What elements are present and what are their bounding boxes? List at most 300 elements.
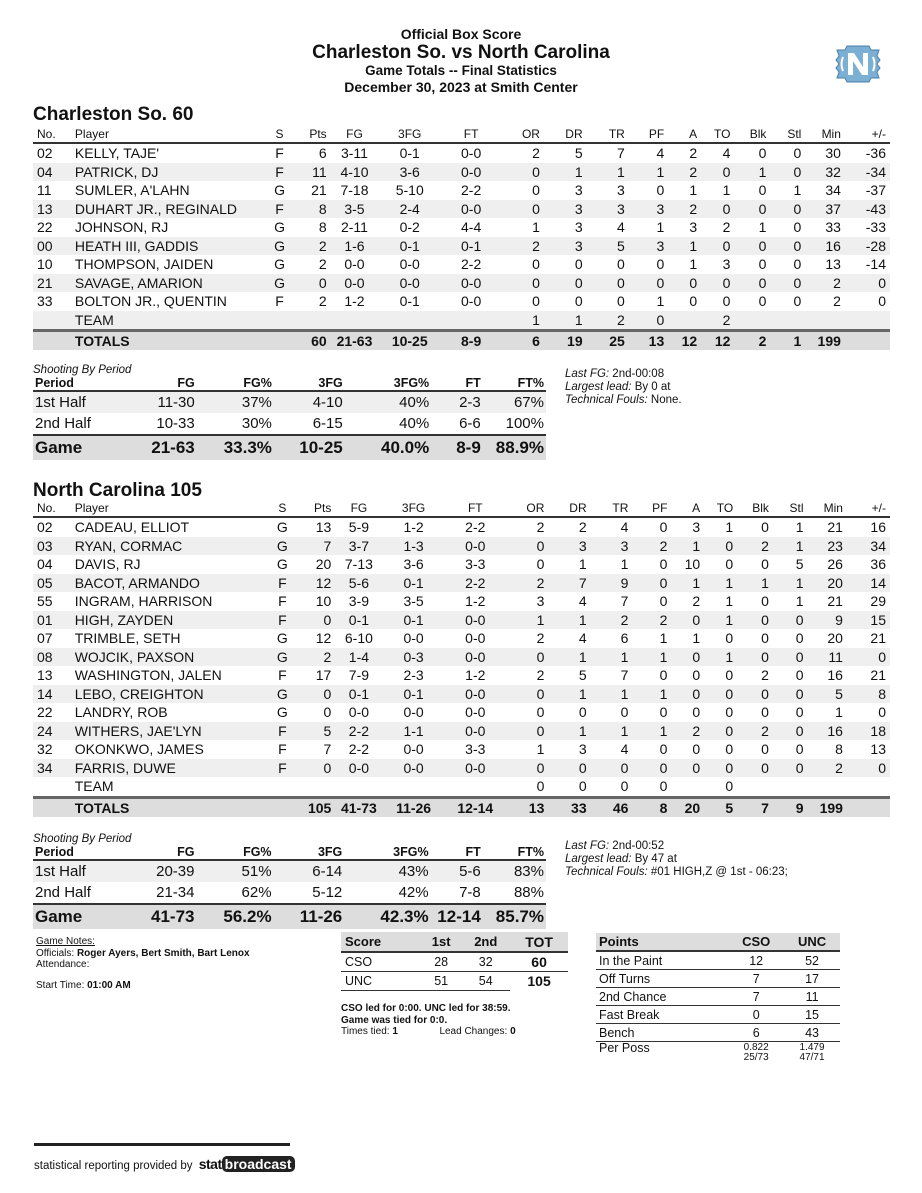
points: 13 (315, 519, 332, 536)
field-goals: 0-1 (335, 611, 382, 630)
assists: 1 (671, 537, 704, 556)
per-poss-unc-value: 1.479 (799, 1042, 825, 1053)
steals: 0 (793, 293, 802, 310)
plus-minus: 16 (870, 519, 886, 536)
turnovers: 0 (725, 704, 734, 721)
field-goals: 7-9 (348, 667, 370, 684)
free-throws: 4-4 (461, 219, 482, 236)
per-poss-value (784, 1042, 840, 1065)
total-rebounds: 4 (620, 519, 629, 536)
personal-fouls: 3 (629, 200, 668, 219)
player-row (33, 517, 890, 537)
points-category: Fast Break (596, 1006, 728, 1024)
free-throws: 0-0 (441, 200, 501, 219)
jersey-number: 01 (33, 611, 71, 630)
last-fg-label: Last FG: (565, 368, 610, 380)
total-score: 105 (527, 973, 551, 990)
turnovers: 1 (722, 182, 731, 199)
defensive-rebounds: 5 (574, 145, 583, 162)
shooting-value: 88.9% (483, 435, 546, 460)
steals: 0 (770, 200, 805, 219)
per-poss-unc-ratio: 47/71 (799, 1052, 825, 1063)
shooting-value: 10-25 (274, 435, 345, 460)
total-value: 25 (587, 331, 629, 351)
blocks: 0 (737, 611, 773, 630)
personal-fouls: 0 (659, 556, 668, 573)
steals: 0 (773, 759, 808, 778)
points-breakdown-table (596, 933, 840, 1064)
shooting-value: 2-3 (431, 391, 483, 413)
per-poss-row (596, 1042, 840, 1065)
jersey-number: 13 (37, 667, 53, 684)
steals: 1 (795, 519, 804, 536)
offensive-rebounds: 2 (536, 519, 545, 536)
report-type: Official Box Score (400, 26, 522, 42)
minutes: 11 (808, 648, 847, 667)
position (267, 777, 297, 797)
offensive-rebounds: 0 (501, 163, 544, 182)
defensive-rebounds: 3 (574, 182, 583, 199)
player-row (33, 574, 890, 593)
column-header: Min (805, 126, 845, 143)
per-poss-value (728, 1042, 784, 1065)
position: F (275, 145, 284, 162)
column-header: FT (441, 126, 501, 143)
points-value: 12 (728, 951, 784, 970)
column-header: FT (445, 500, 506, 517)
minutes: 1 (835, 704, 843, 721)
three-pointers: 0-1 (382, 685, 444, 704)
player-row (33, 703, 890, 722)
column-header: No. (33, 126, 71, 143)
total-value: 9 (773, 797, 808, 817)
personal-fouls: 1 (656, 293, 665, 310)
three-pointers: 0-1 (382, 611, 444, 630)
plus-minus: 21 (870, 667, 886, 684)
total-value (265, 331, 295, 351)
box-score-table-unc (33, 500, 890, 817)
shooting-value: 100% (505, 415, 544, 432)
shooting-header: FT (431, 845, 483, 860)
score-header: 2nd (461, 932, 510, 952)
lead-changes-label: Lead Changes: (439, 1026, 511, 1037)
shooting-value: 51% (197, 860, 274, 882)
shooting-value: 42.3% (344, 904, 430, 929)
column-header: Pts (297, 500, 335, 517)
column-header: No. (33, 500, 71, 517)
lead-info (341, 1003, 516, 1038)
times-tied-label: Times tied: (341, 1026, 393, 1037)
points-header: Points (596, 933, 728, 951)
position (265, 311, 295, 331)
assists: 0 (692, 704, 701, 721)
position: G (265, 237, 295, 256)
points: 10 (315, 593, 332, 610)
shooting-header: 3FG (274, 845, 345, 860)
total-rebounds: 9 (591, 574, 633, 593)
position: G (267, 685, 297, 704)
personal-fouls: 2 (632, 537, 671, 556)
minutes: 5 (808, 685, 847, 704)
points: 17 (315, 667, 332, 684)
position: G (267, 537, 297, 556)
assists (671, 777, 704, 797)
total-rebounds: 1 (591, 648, 633, 667)
player-row (33, 292, 890, 311)
free-throws: 0-0 (465, 630, 486, 647)
total-value: 60 (295, 331, 331, 351)
three-pointers: 0-1 (399, 145, 420, 162)
jersey-number: 08 (33, 648, 71, 667)
points: 2 (295, 237, 331, 256)
turnovers: 0 (701, 163, 734, 182)
shooting-value: 6-14 (274, 860, 345, 882)
shooting-header: FT% (483, 845, 546, 860)
turnovers: 0 (704, 722, 737, 741)
position: G (267, 648, 297, 667)
personal-fouls: 0 (659, 667, 668, 684)
totals-row (33, 331, 890, 351)
period-score: 32 (461, 952, 510, 972)
free-throws: 0-0 (445, 722, 506, 741)
points (295, 311, 331, 331)
assists: 2 (668, 200, 701, 219)
assists (668, 311, 701, 331)
statbroadcast-logo (199, 1156, 295, 1172)
team-notes-unc (565, 840, 788, 879)
offensive-rebounds: 2 (506, 574, 549, 593)
three-pointers: 0-0 (403, 704, 424, 721)
total-value: 5 (704, 797, 737, 817)
last-fg-value: 2nd-00:08 (609, 368, 665, 380)
position: F (267, 759, 297, 778)
blocks: 1 (734, 163, 770, 182)
per-poss-cso-value: 0.822 (743, 1042, 769, 1053)
field-goals: 0-0 (335, 759, 382, 778)
offensive-rebounds: 0 (506, 722, 549, 741)
three-pointers: 1-1 (382, 722, 444, 741)
free-throws: 2-2 (445, 574, 506, 593)
column-header: TR (587, 126, 629, 143)
shooting-value: 43% (344, 860, 430, 882)
three-pointers: 0-2 (399, 219, 420, 236)
field-goals: 2-11 (340, 219, 368, 236)
defensive-rebounds: 0 (574, 293, 583, 310)
points: 8 (318, 219, 327, 236)
three-pointers: 0-1 (378, 237, 441, 256)
steals: 0 (793, 256, 802, 273)
score-row-cso (341, 952, 568, 972)
position: F (275, 293, 284, 310)
game-notes-title: Game Notes: (36, 936, 95, 947)
points: 5 (297, 722, 335, 741)
points: 2 (297, 648, 335, 667)
period-label: Game (33, 435, 133, 460)
column-header: Blk (734, 126, 770, 143)
player-row (33, 537, 890, 556)
free-throws: 0-0 (441, 274, 501, 293)
minutes: 20 (827, 630, 843, 647)
three-pointers: 0-1 (399, 293, 420, 310)
shooting-value: 7-8 (459, 884, 481, 901)
free-throws: 0-0 (445, 685, 506, 704)
column-header: TR (591, 500, 633, 517)
offensive-rebounds: 1 (536, 741, 545, 758)
blocks: 0 (761, 593, 769, 610)
turnovers: 2 (722, 219, 731, 236)
free-throws: 0-0 (461, 145, 482, 162)
minutes: 33 (825, 219, 841, 236)
assists: 2 (668, 163, 701, 182)
steals: 0 (773, 611, 808, 630)
defensive-rebounds: 5 (578, 667, 587, 684)
offensive-rebounds: 0 (506, 537, 549, 556)
total-value: 19 (544, 331, 587, 351)
shooting-header: FG (133, 845, 196, 860)
footer (34, 1143, 290, 1172)
personal-fouls: 0 (632, 759, 671, 778)
turnovers: 4 (722, 145, 731, 162)
column-header: A (671, 500, 704, 517)
largest-lead-label: Largest lead: (565, 853, 632, 865)
three-pointers: 3-6 (378, 163, 441, 182)
column-header: Stl (773, 500, 808, 517)
assists: 1 (689, 182, 698, 199)
offensive-rebounds: 0 (501, 274, 544, 293)
defensive-rebounds: 4 (578, 593, 587, 610)
column-header: Min (808, 500, 847, 517)
minutes: 30 (825, 145, 841, 162)
player-name: DUHART JR., REGINALD (71, 200, 265, 219)
total-value: 8-9 (441, 331, 501, 351)
defensive-rebounds: 0 (548, 759, 590, 778)
score-by-period-table (341, 932, 568, 991)
defensive-rebounds: 3 (574, 219, 583, 236)
column-header: A (668, 126, 701, 143)
column-header: S (267, 500, 297, 517)
position: G (265, 274, 295, 293)
plus-minus (845, 311, 890, 331)
free-throws (441, 311, 501, 331)
player-row (33, 666, 890, 685)
report-header (0, 27, 922, 94)
player-row (33, 237, 890, 256)
points-row (596, 951, 840, 970)
assists: 1 (689, 256, 698, 273)
defensive-rebounds: 3 (544, 237, 587, 256)
player-name: LANDRY, ROB (74, 704, 168, 721)
defensive-rebounds: 7 (548, 574, 590, 593)
position: F (278, 667, 287, 684)
assists: 2 (671, 722, 704, 741)
shooting-row (33, 391, 546, 413)
team-abbr: CSO (341, 952, 421, 972)
points-value: 0 (728, 1006, 784, 1024)
officials-label: Officials: (36, 947, 77, 959)
total-value: 105 (297, 797, 335, 817)
points-row (596, 1006, 840, 1024)
turnovers: 0 (704, 759, 737, 778)
total-rebounds: 0 (591, 759, 633, 778)
shooting-value: 83% (483, 860, 546, 882)
jersey-number: 55 (37, 593, 53, 610)
steals: 0 (795, 741, 804, 758)
matchup-title: Charleston So. vs North Carolina (312, 42, 610, 63)
points-category: Per Poss (599, 1041, 650, 1055)
player-row (33, 181, 890, 200)
minutes (805, 311, 845, 331)
field-goals: 1-6 (331, 237, 379, 256)
column-header: DR (548, 500, 590, 517)
shooting-value: 6-15 (312, 415, 343, 432)
defensive-rebounds: 1 (578, 556, 587, 573)
steals: 0 (770, 237, 805, 256)
position: F (267, 722, 297, 741)
offensive-rebounds: 1 (501, 311, 544, 331)
shooting-by-period-cso (33, 364, 546, 460)
assists: 0 (671, 611, 704, 630)
shooting-value: 67% (483, 391, 546, 413)
player-row (33, 218, 890, 237)
minutes: 16 (827, 667, 843, 684)
largest-lead-value: By 0 at (631, 381, 671, 393)
personal-fouls: 0 (659, 593, 668, 610)
defensive-rebounds: 1 (544, 311, 587, 331)
field-goals: 0-0 (331, 274, 379, 293)
turnovers: 1 (704, 611, 737, 630)
plus-minus: 13 (870, 741, 886, 758)
free-throws: 3-3 (465, 556, 486, 573)
shooting-header: FT (431, 376, 483, 391)
shooting-by-period-unc (33, 833, 546, 929)
free-throws: 0-0 (445, 611, 506, 630)
free-throws: 0-0 (445, 759, 506, 778)
column-header: Pts (295, 126, 331, 143)
jersey-number: 02 (37, 145, 53, 162)
player-name: SAVAGE, AMARION (71, 274, 265, 293)
three-pointers (378, 311, 441, 331)
total-value (845, 331, 890, 351)
assists: 0 (671, 648, 704, 667)
total-value: 33 (548, 797, 590, 817)
jersey-number: 05 (33, 574, 71, 593)
player-row (33, 759, 890, 778)
player-row (33, 611, 890, 630)
turnovers: 0 (704, 537, 737, 556)
blocks: 0 (758, 293, 767, 310)
plus-minus: 0 (878, 704, 886, 721)
turnovers: 0 (725, 667, 734, 684)
steals: 0 (773, 722, 808, 741)
shooting-row (33, 882, 546, 904)
minutes: 21 (827, 519, 843, 536)
offensive-rebounds: 0 (506, 685, 549, 704)
score-header: Score (341, 932, 421, 952)
free-throws: 1-2 (465, 593, 486, 610)
turnovers: 0 (701, 274, 734, 293)
points: 7 (323, 741, 332, 758)
plus-minus: 36 (870, 556, 886, 573)
column-header: +/- (847, 500, 890, 517)
defensive-rebounds: 1 (548, 685, 590, 704)
team-abbr: UNC (341, 972, 421, 991)
total-rebounds: 2 (587, 311, 629, 331)
total-value: 6 (501, 331, 544, 351)
three-pointers: 0-0 (403, 630, 424, 647)
defensive-rebounds: 0 (574, 256, 583, 273)
minutes: 34 (825, 182, 841, 199)
defensive-rebounds: 1 (548, 722, 590, 741)
plus-minus: 29 (870, 593, 886, 610)
points: 12 (315, 630, 332, 647)
shooting-value: 40.0% (345, 435, 431, 460)
shooting-value: 41-73 (133, 904, 196, 929)
team-row (33, 311, 890, 331)
points-category: Bench (596, 1024, 728, 1042)
plus-minus: 34 (847, 537, 890, 556)
lead-summary: CSO led for 0:00. UNC led for 38:59. (341, 1003, 511, 1014)
position: G (276, 704, 288, 721)
field-goals (331, 311, 379, 331)
assists: 0 (689, 293, 698, 310)
steals: 1 (795, 593, 804, 610)
jersey-number: 14 (33, 685, 71, 704)
turnovers: 3 (722, 256, 731, 273)
player-name: BACOT, ARMANDO (71, 574, 268, 593)
minutes: 2 (808, 759, 847, 778)
points-category: 2nd Chance (596, 988, 728, 1006)
personal-fouls: 1 (632, 685, 671, 704)
total-value: 41-73 (335, 797, 382, 817)
shooting-header: Period (33, 376, 133, 391)
plus-minus: 0 (845, 274, 890, 293)
brand-part2: broadcast (222, 1156, 295, 1172)
plus-minus: 8 (847, 685, 890, 704)
points-value: 7 (728, 988, 784, 1006)
field-goals: 3-9 (348, 593, 370, 610)
plus-minus: -28 (845, 237, 890, 256)
score-row-unc (341, 972, 568, 991)
column-header: PF (632, 500, 671, 517)
unc-logo-icon (833, 42, 883, 86)
shooting-value: 5-12 (312, 884, 343, 901)
plus-minus: -34 (845, 163, 890, 182)
turnovers: 0 (725, 630, 734, 647)
blocks: 0 (758, 182, 767, 199)
player-row (33, 629, 890, 648)
player-row (33, 722, 890, 741)
free-throws: 0-0 (465, 704, 486, 721)
assists: 1 (668, 237, 701, 256)
jersey-number: 04 (33, 163, 71, 182)
position: G (274, 219, 285, 236)
personal-fouls: 0 (632, 574, 671, 593)
field-goals: 5-9 (348, 519, 370, 536)
officials-value: Roger Ayers, Bert Smith, Bart Lenox (76, 947, 250, 959)
shooting-value: 40% (399, 415, 430, 432)
points-header: UNC (784, 933, 840, 951)
shooting-value: 12-14 (431, 904, 483, 929)
jersey-number: 13 (33, 200, 71, 219)
shooting-value: 20-39 (133, 860, 196, 882)
assists: 0 (671, 759, 704, 778)
jersey-number: 34 (33, 759, 71, 778)
plus-minus: 0 (847, 648, 890, 667)
points: 0 (323, 704, 332, 721)
shooting-header: 3FG% (345, 376, 431, 391)
period-label: 2nd Half (35, 884, 91, 901)
total-value (33, 797, 71, 817)
